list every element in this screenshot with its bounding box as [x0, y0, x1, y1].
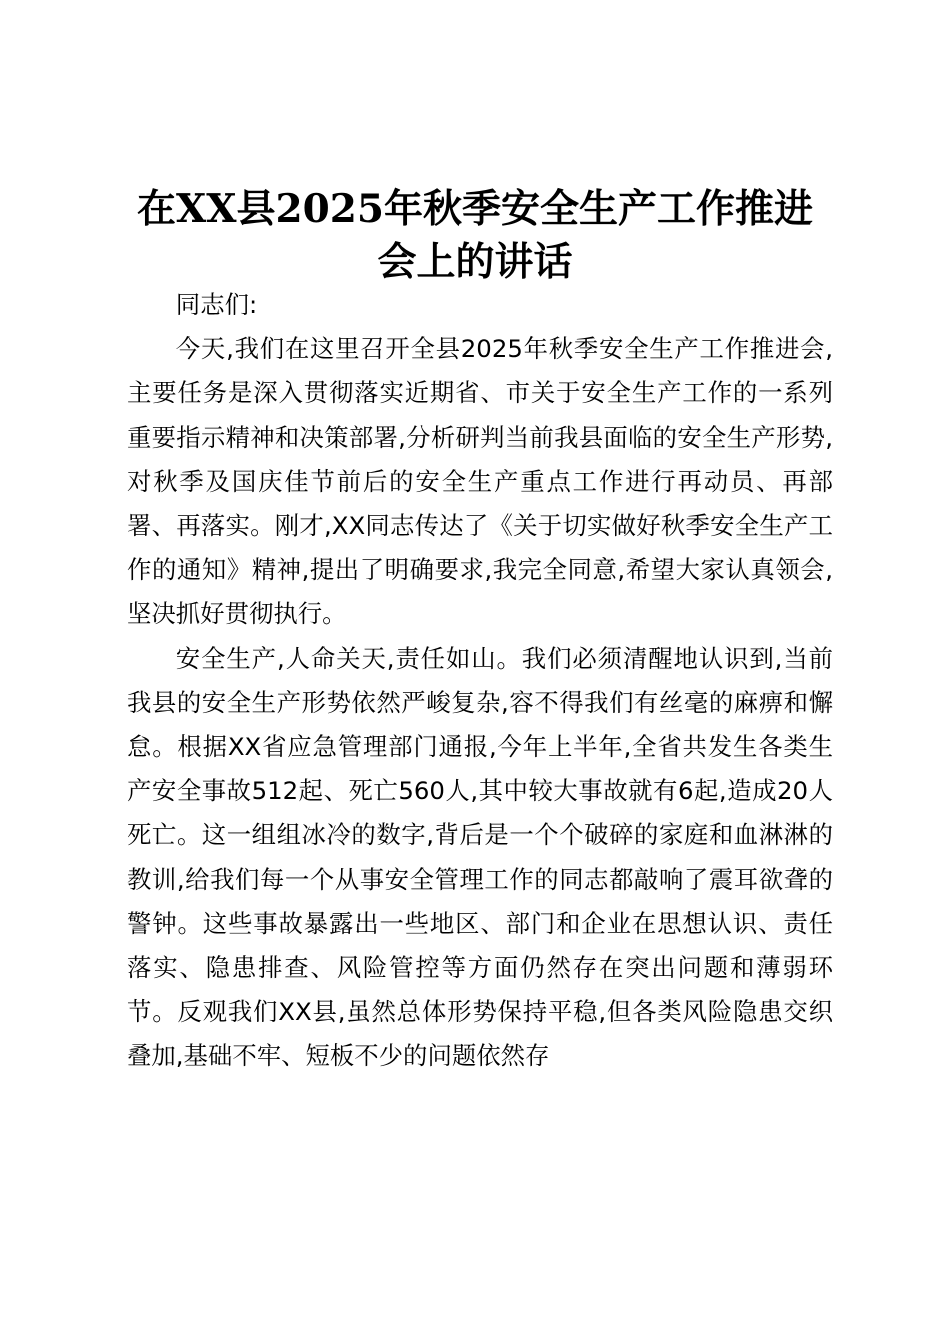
body-paragraph: 今天,我们在这里召开全县2025年秋季安全生产工作推进会,主要任务是深入贯彻落实近期省、市关于安全生产工作的一系列重要指示精神和决策部署,分析研判当前我县面临的安全生产形势,对秋季及国庆佳节前后的安全生产重点工作进行再动员、再部署、再落实。刚才,XX同志传达了《关于切实做好秋季安全生产工作的通知》精神,提出了明确要求,我完全同意,希望大家认真领会,坚决抓好贯彻执行。 [127, 334, 833, 629]
document-title: 在XX县2025年秋季安全生产工作推进会上的讲话 [136, 186, 814, 285]
salutation: 同志们: [175, 290, 258, 319]
body-paragraph: 安全生产,人命关天,责任如山。我们必须清醒地认识到,当前我县的安全生产形势依然严峻复杂,容不得我们有丝毫的麻痹和懈怠。根据XX省应急管理部门通报,今年上半年,全省共发生各类生产安全事故512起、死亡560人,其中较大事故就有6起,造成20人死亡。这一组组冰冷的数字,背后是一个个破碎的家庭和血淋淋的教训,给我们每一个从事安全管理工作的同志都敲响了震耳欲聋的警钟。这些事故暴露出一些地区、部门和企业在思想认识、责任落实、隐患排查、风险管控等方面仍然存在突出问题和薄弱环节。反观我们XX县,虽然总体形势保持平稳,但各类风险隐患交织叠加,基础不牢、短板不少的问题依然存 [127, 643, 833, 1071]
document-body [127, 283, 833, 1079]
